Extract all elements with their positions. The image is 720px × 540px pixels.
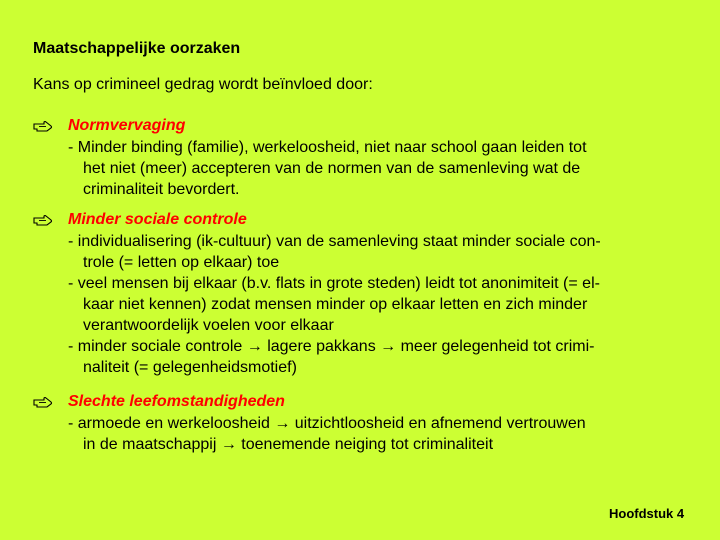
bullet-line: - armoede en werkeloosheid → uitzichtloosheid en afnemend vertrouwen — [68, 415, 586, 432]
bullet-line: - minder sociale controle → lagere pakkans → meer gelegenheid tot crimi- — [68, 338, 595, 355]
bullet-heading: Normvervaging — [68, 117, 186, 134]
pointing-hand-icon — [33, 396, 53, 410]
bullet-line: criminaliteit bevordert. — [83, 181, 240, 198]
bullet-line: naliteit (= gelegenheidsmotief) — [83, 359, 297, 376]
chapter-label: Hoofdstuk 4 — [609, 506, 685, 521]
bullet-line: kaar niet kennen) zodat mensen minder op elkaar letten en zich minder — [83, 296, 588, 313]
bullet-line: verantwoordelijk voelen voor elkaar — [83, 317, 334, 334]
bullet-heading: Slechte leefomstandigheden — [68, 393, 285, 410]
slide-title: Maatschappelijke oorzaken — [33, 40, 241, 57]
pointing-hand-icon — [33, 214, 53, 228]
bullet-line: het niet (meer) accepteren van de normen van de samenleving wat de — [83, 160, 581, 177]
bullet-line: in de maatschappij → toenemende neiging tot criminaliteit — [83, 436, 494, 453]
bullet-line: trole (= letten op elkaar) toe — [83, 254, 280, 271]
bullet-line: - veel mensen bij elkaar (b.v. flats in grote steden) leidt tot anonimiteit (= el- — [68, 275, 600, 292]
bullet-heading: Minder sociale controle — [68, 211, 247, 228]
intro-text: Kans op crimineel gedrag wordt beïnvloed door: — [33, 76, 373, 93]
pointing-hand-icon — [33, 120, 53, 134]
bullet-line: - individualisering (ik-cultuur) van de samenleving staat minder sociale con- — [68, 233, 601, 250]
bullet-line: - Minder binding (familie), werkeloosheid, niet naar school gaan leiden tot — [68, 139, 587, 156]
